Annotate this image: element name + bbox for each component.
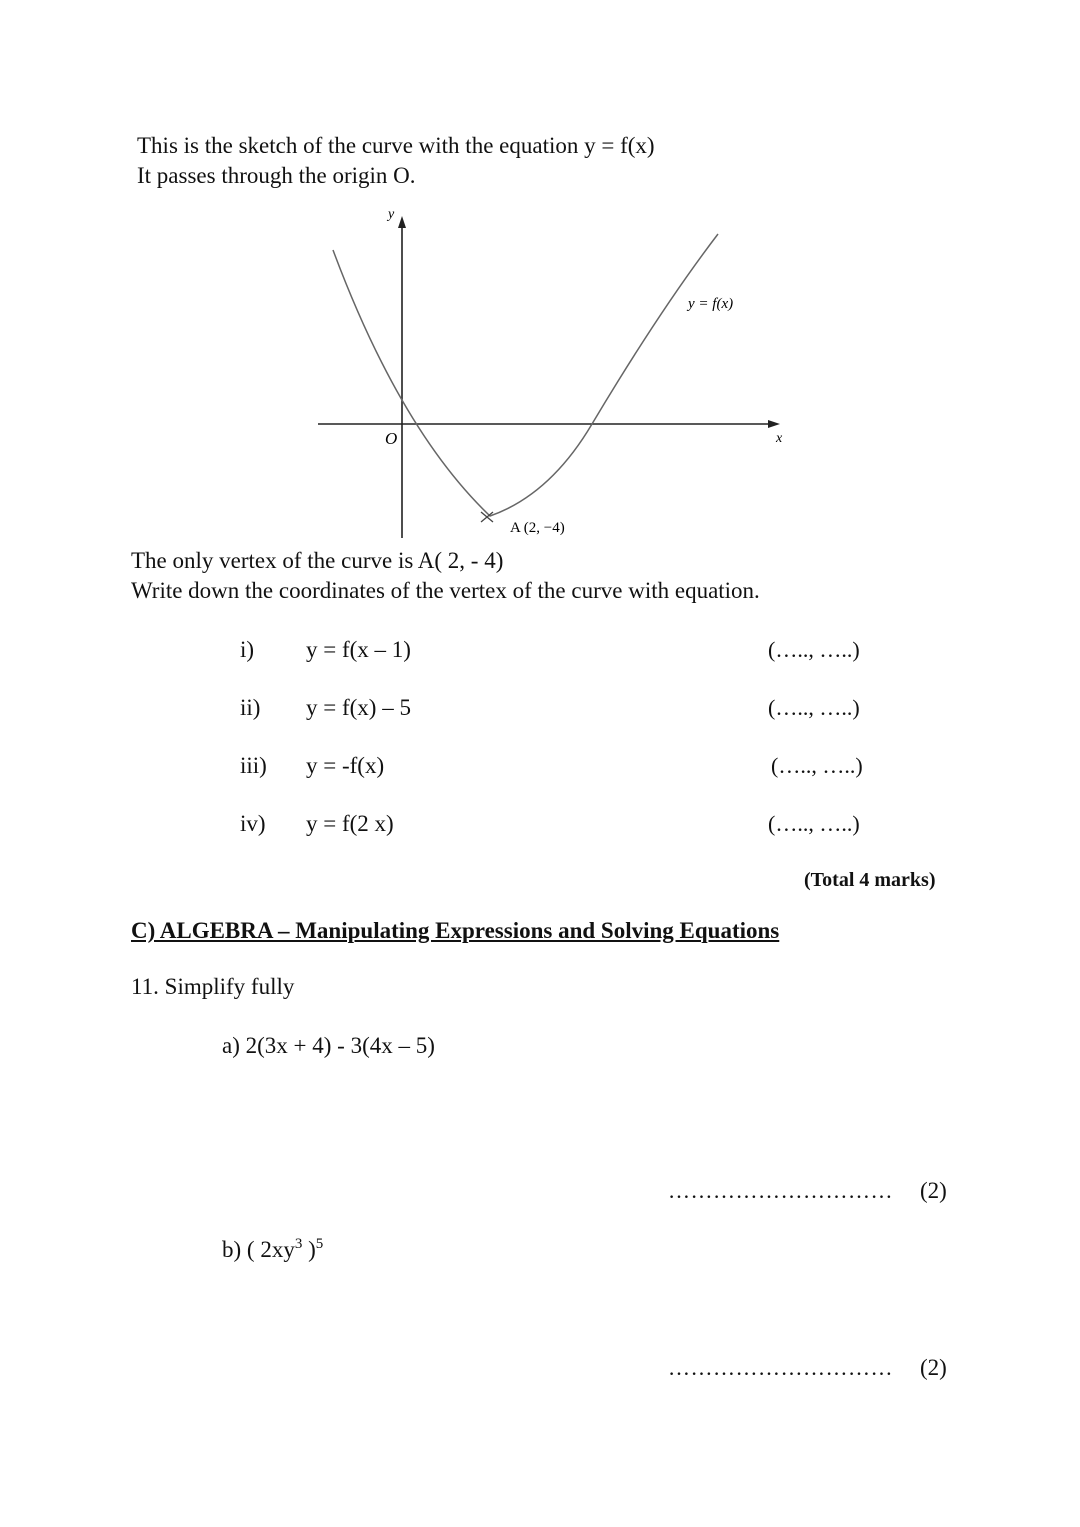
total-marks: (Total 4 marks) bbox=[804, 869, 936, 891]
part-equation: y = f(x – 1) bbox=[306, 637, 411, 662]
curve-equation-label: y = f(x) bbox=[688, 296, 734, 312]
part-answer-blank[interactable]: (….., …..) bbox=[768, 695, 860, 720]
part-equation: y = f(2 x) bbox=[306, 811, 394, 836]
question-11b bbox=[222, 1236, 323, 1264]
intro-line-2: It passes through the origin O. bbox=[137, 163, 416, 188]
y-axis-label: y bbox=[388, 207, 395, 222]
part-equation: y = f(x) – 5 bbox=[306, 695, 411, 720]
vertex-label: A (2, −4) bbox=[510, 520, 565, 536]
part-answer-blank[interactable]: (….., …..) bbox=[771, 753, 863, 778]
prompt-line-2: Write down the coordinates of the vertex of the curve with equation. bbox=[131, 578, 760, 603]
part-number: iii) bbox=[240, 753, 267, 778]
curve-sketch bbox=[0, 0, 1080, 560]
x-axis-label: x bbox=[776, 431, 783, 446]
curve-line bbox=[333, 234, 718, 516]
exponent-5: 5 bbox=[315, 1236, 324, 1252]
marks-b: (2) bbox=[920, 1355, 947, 1380]
question-11a: a) 2(3x + 4) - 3(4x – 5) bbox=[222, 1033, 435, 1058]
part-answer-blank[interactable]: (….., …..) bbox=[768, 811, 860, 836]
part-number: ii) bbox=[240, 695, 261, 720]
x-axis-arrow bbox=[768, 420, 780, 428]
y-axis-arrow bbox=[398, 216, 406, 228]
origin-label: O bbox=[385, 429, 398, 448]
answer-line-a[interactable]: ………………………… bbox=[668, 1178, 893, 1203]
exponent-3: 3 bbox=[294, 1236, 303, 1252]
question-11b-base: b) ( 2xy bbox=[222, 1237, 295, 1262]
question-11-label: 11. Simplify fully bbox=[131, 974, 295, 999]
part-answer-blank[interactable]: (….., …..) bbox=[768, 637, 860, 662]
section-heading: C) ALGEBRA – Manipulating Expressions and Solving Equations bbox=[131, 918, 780, 943]
question-11b-close: ) bbox=[302, 1237, 316, 1262]
part-equation: y = -f(x) bbox=[306, 753, 385, 778]
part-number: iv) bbox=[240, 811, 266, 836]
marks-a: (2) bbox=[920, 1178, 947, 1203]
intro-line-1: This is the sketch of the curve with the equation y = f(x) bbox=[137, 133, 655, 158]
part-number: i) bbox=[240, 637, 255, 662]
answer-line-b[interactable]: ………………………… bbox=[668, 1355, 893, 1380]
prompt-line-1: The only vertex of the curve is A( 2, - 4) bbox=[131, 548, 504, 573]
